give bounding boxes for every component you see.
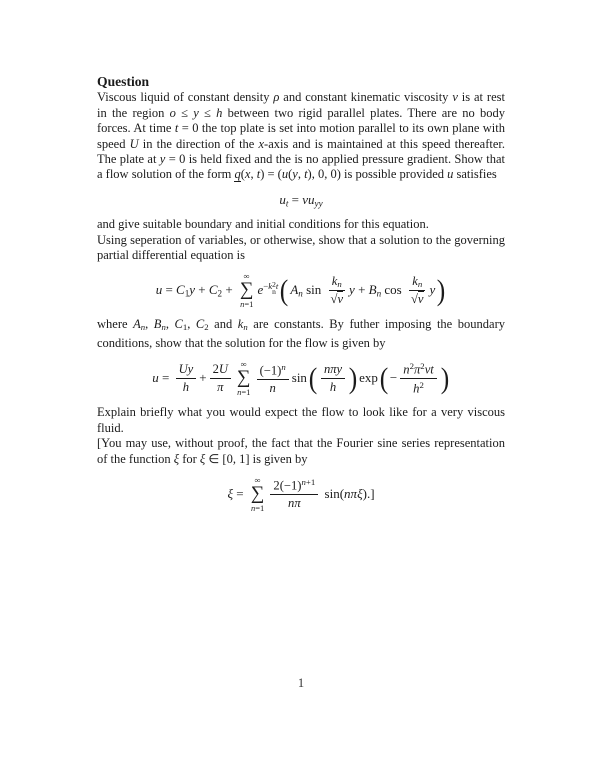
stack-top: 2 <box>272 279 276 289</box>
left-paren: ( <box>280 273 289 307</box>
stack-bottom: n <box>272 286 276 296</box>
question-heading: Question <box>97 74 150 89</box>
exponent <box>263 280 278 294</box>
paragraph-separation-of-variables: Using seperation of variables, or otherwise, show that a solution to the governing partial differential equation is <box>97 232 505 262</box>
paragraph-constants: where An, Bn, C1, C2 and kn are constants. By futher imposing the boundary conditions, show that the solution for the flow is given by <box>97 317 505 350</box>
summation-symbol <box>240 272 254 308</box>
sum-lower-limit: n=1 <box>240 298 254 309</box>
right-paren: ) <box>348 361 358 395</box>
exponential-term <box>257 279 279 299</box>
paragraph-viscous-fluid: Explain briefly what you would expect the flow to look like for a very viscous fluid. <box>97 405 505 435</box>
sum-upper-limit: ∞ <box>240 359 247 370</box>
sigma-icon: ∑ <box>237 366 251 388</box>
left-paren: ( <box>379 361 389 395</box>
math-expression: + <box>199 370 207 386</box>
equation-general-solution <box>97 272 505 308</box>
math-expression: y <box>429 282 436 298</box>
summation-symbol <box>251 476 265 512</box>
math-expression: y + Bn cos <box>349 282 405 299</box>
fraction-numerator: nπy <box>321 362 345 378</box>
math-expression: ξ = <box>227 486 247 502</box>
fraction <box>176 362 197 394</box>
right-paren: ) <box>440 361 450 395</box>
fraction-denominator: n <box>269 380 276 395</box>
fraction-numerator: kn <box>409 274 425 291</box>
sum-upper-limit: ∞ <box>243 271 250 282</box>
fraction <box>400 361 437 396</box>
sigma-icon: ∑ <box>239 278 254 300</box>
math-expression: u = C1y + C2 + <box>155 282 236 299</box>
equation-diffusion <box>97 192 505 208</box>
fraction-denominator: √ν <box>411 292 424 307</box>
sum-lower-limit: n=1 <box>250 502 265 513</box>
math-expression: t <box>275 280 279 291</box>
right-paren: ) <box>437 273 446 307</box>
math-expression: u = <box>152 370 173 386</box>
equation-flow-solution <box>97 360 505 396</box>
paragraph-boundary-conditions: and give suitable boundary and initial conditions for this equation. <box>97 217 429 232</box>
left-paren: ( <box>308 361 318 395</box>
fraction-numerator: $(-1)^n$ <box>257 362 289 380</box>
fraction-denominator: $h^2$ <box>413 379 424 396</box>
question-content <box>97 74 505 521</box>
math-expression: −k <box>263 280 273 291</box>
fraction-numerator: 2U <box>210 362 231 378</box>
page-number: 1 <box>297 676 305 690</box>
math-expression: sin(nπξ).] <box>321 486 375 502</box>
fraction-denominator: √ν <box>330 292 344 307</box>
sum-lower-limit: n=1 <box>237 386 251 397</box>
sigma-icon: ∑ <box>250 482 265 504</box>
fraction-denominator: h <box>182 379 190 394</box>
fraction-denominator: π <box>217 379 224 394</box>
fraction <box>408 274 427 307</box>
fraction-numerator: kn <box>329 274 345 291</box>
sin-function: sin <box>291 370 307 386</box>
fraction <box>270 477 318 510</box>
math-expression: ut = νuyy <box>279 191 323 209</box>
sum-upper-limit: ∞ <box>254 475 261 486</box>
fraction <box>210 362 231 394</box>
fraction <box>257 362 289 395</box>
fraction <box>328 274 347 307</box>
fraction-numerator: $n^2\pi^2\nu t$ <box>400 361 437 379</box>
fraction-denominator: h <box>329 379 337 394</box>
summation-symbol <box>237 360 251 396</box>
minus-sign: − <box>389 370 398 386</box>
paragraph-problem-statement: Viscous liquid of constant density ρ and constant kinematic viscosity ν is at rest in the region o ≤ y ≤ h between two rigid parallel plates. There are no body forces. At time t = 0 the top plate is set into motion parallel to its own plane with speed U in the direction of the x-axis and is maintained at this speed thereafter. The plate at y = 0 is held fixed and the is no applied pressure gradient. Show that a flow solution of the form q(x, t) = (u(y, t), 0, 0) is possible provided u satisfies <box>97 90 505 182</box>
fraction-numerator: Uy <box>176 362 197 378</box>
exp-function: exp <box>359 370 378 386</box>
paragraph-fourier-hint: [You may use, without proof, the fact that the Fourier sine series representation of the function ξ for ξ ∈ [0, 1] is given by <box>97 436 505 466</box>
fraction-numerator: $2(-1)^{n+1}$ <box>270 477 318 495</box>
fraction-denominator: nπ <box>288 496 301 511</box>
equation-fourier-series <box>97 476 505 512</box>
math-expression: e <box>257 281 264 297</box>
sub-sup-stack <box>272 279 279 296</box>
fraction <box>321 362 345 394</box>
math-expression: An sin <box>290 282 325 299</box>
